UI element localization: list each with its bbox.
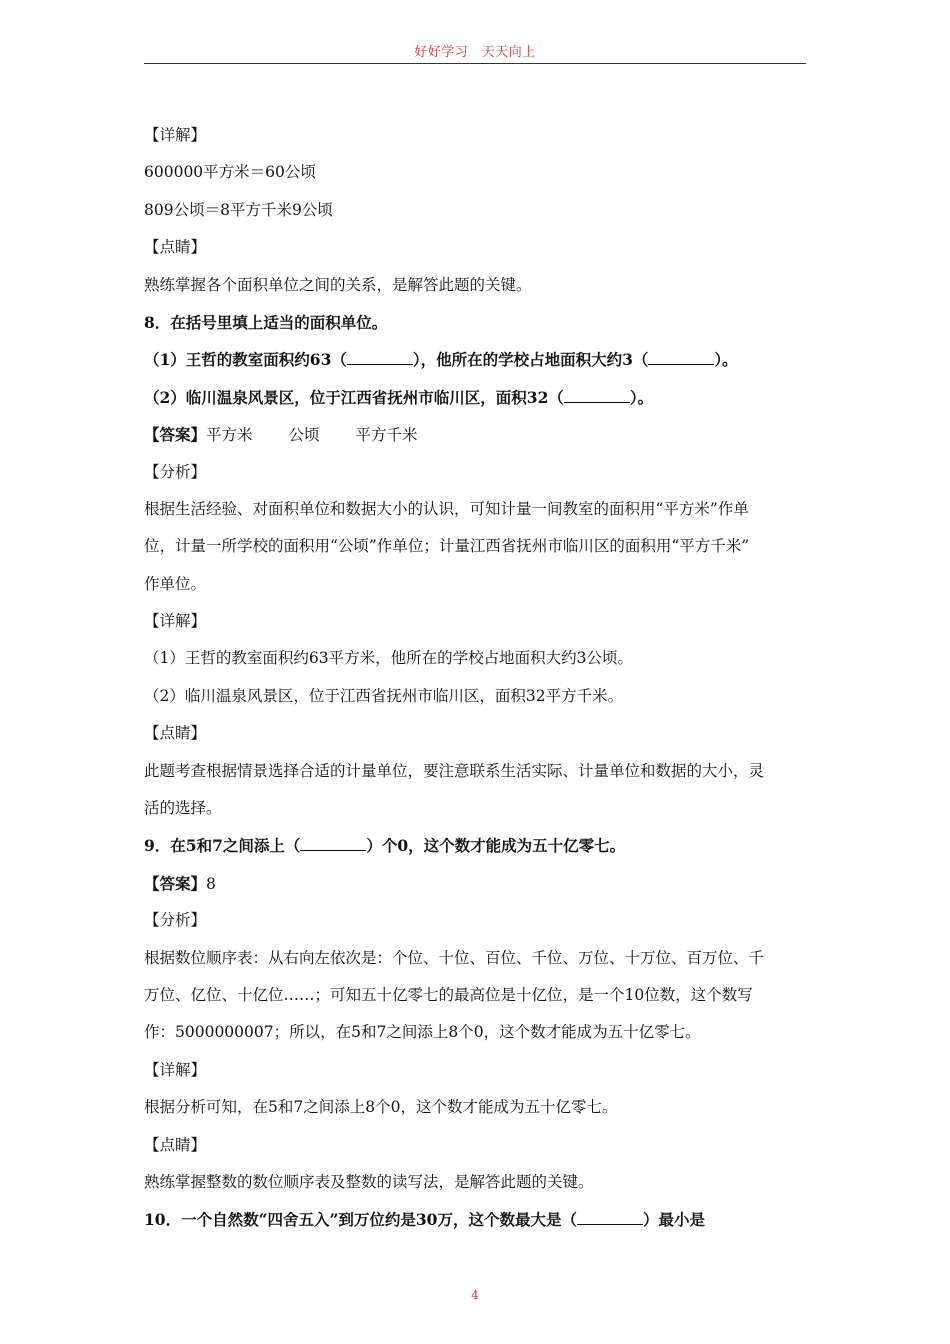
section7-detail-tag: 【详解】 [144, 126, 207, 144]
question9-analysis-line: 万位、亿位、十亿位……；可知五十亿零七的最高位是十亿位，是一个10位数，这个数写 [144, 985, 753, 1004]
question8-analysis-line: 根据生活经验、对面积单位和数据大小的认识，可知计量一间教室的面积用“平方米”作单 [144, 499, 749, 518]
question8-detail-tag: 【详解】 [144, 612, 207, 631]
question10-title-text-a: 10．一个自然数“四舍五入”到万位约是30万，这个数最大是（ [144, 1210, 577, 1230]
answer-blank [300, 849, 366, 851]
question8-detail-line: （1）王哲的教室面积约63平方米，他所在的学校占地面积大约3公顷。 [144, 649, 633, 668]
question9-detail-tag: 【详解】 [144, 1060, 207, 1079]
question8-tip-tag: 【点睛】 [144, 724, 207, 743]
question9-analysis-tag: 【分析】 [144, 911, 207, 930]
question8-part1-text-a: （1）王哲的教室面积约63（ [144, 350, 347, 370]
question9-title-text-a: 9．在5和7之间添上（ [144, 836, 301, 856]
question8-part2 [144, 379, 809, 416]
question8-answer-value: 平方米 [206, 426, 253, 445]
question8-part2-text-b: ）。 [629, 387, 654, 407]
question8-answer-value: 公顷 [288, 426, 320, 445]
question8-part1-text-b: ），他所在的学校占地面积大约3（ [412, 350, 649, 370]
question8-answer-tag: 【答案】 [144, 425, 207, 445]
question9-title-text-b: ）个0，这个数才能成为五十亿零七。 [366, 836, 626, 856]
section7-tip-text: 熟练掌握各个面积单位之间的关系，是解答此题的关键。 [144, 275, 532, 294]
question10-title [144, 1201, 809, 1238]
question9-detail-text: 根据分析可知，在5和7之间添上8个0，这个数才能成为五十亿零七。 [144, 1098, 618, 1117]
question9-analysis-line: 作：5000000007；所以，在5和7之间添上8个0，这个数才能成为五十亿零七。 [144, 1023, 701, 1042]
page-header: 好好学习 天天向上 [414, 45, 536, 60]
question8-part2-text-a: （2）临川温泉风景区，位于江西省抚州市临川区，面积32（ [144, 387, 564, 407]
page-number: 4 [471, 1288, 479, 1302]
section7-detail-line2: 809公顷＝8平方千米9公顷 [144, 200, 333, 219]
question9-tip-tag: 【点睛】 [144, 1135, 207, 1154]
answer-blank [648, 363, 714, 365]
header-rule [144, 63, 806, 64]
question9-tip-text: 熟练掌握整数的数位顺序表及整数的读写法，是解答此题的关键。 [144, 1172, 594, 1191]
answer-blank [564, 401, 630, 403]
question8-answer [144, 416, 809, 453]
document-body [144, 117, 809, 1239]
question8-detail-line: （2）临川温泉风景区，位于江西省抚州市临川区，面积32平方千米。 [144, 686, 624, 705]
answer-blank [577, 1223, 643, 1225]
question9-answer-value: 8 [206, 874, 216, 893]
question9-answer-tag: 【答案】 [144, 873, 207, 893]
question9-analysis-line: 根据数位顺序表：从右向左依次是：个位、十位、百位、千位、万位、十万位、百万位、千 [144, 948, 765, 967]
question8-tip-line: 此题考查根据情景选择合适的计量单位，要注意联系生活实际、计量单位和数据的大小，灵 [144, 761, 765, 780]
question8-analysis-line: 作单位。 [144, 574, 207, 593]
question8-analysis-line: 位，计量一所学校的面积用“公顷”作单位；计量江西省抚州市临川区的面积用“平方千米” [144, 537, 750, 556]
question8-tip-line: 活的选择。 [144, 799, 222, 818]
section7-detail-line1: 600000平方米＝60公顷 [144, 163, 316, 182]
question8-part1 [144, 341, 809, 378]
question8-analysis-tag: 【分析】 [144, 462, 207, 481]
answer-blank [347, 363, 413, 365]
question10-title-text-b: ）最小是 [642, 1210, 705, 1230]
question9-answer [144, 865, 809, 902]
question8-part1-text-c: ）。 [714, 350, 738, 370]
question9-title [144, 827, 809, 864]
question8-answer-value: 平方千米 [355, 426, 418, 445]
section7-tip-tag: 【点睛】 [144, 238, 207, 257]
question8-title: 8．在括号里填上适当的面积单位。 [144, 312, 388, 332]
